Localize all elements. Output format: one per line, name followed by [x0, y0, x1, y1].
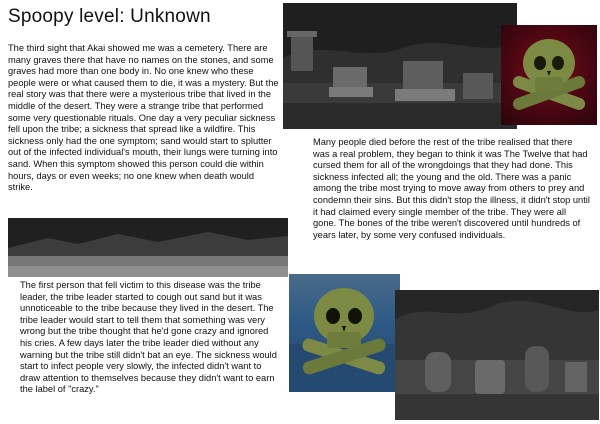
cemetery-photo-bottom: [395, 290, 599, 420]
skull-image-top: [501, 25, 597, 125]
skull-image-bottom: [289, 274, 400, 392]
paragraph-cemetery: The third sight that Akai showed me was a cemetery. There are many graves there that have no names on the stones, and some graves had more than one body in. No one knew who these people were or what caused them to die, it was a mystery. But the real story was that there were a mysterious tribe that lived in the middle of the desert. They were a strange tribe that performed some very questionable rituals. One day a very peculiar sickness fell upon the tribe; a sickness that spread like a wildfire. This sickness only had the one symptom; sand would start to splutter out of the infected individual's mouth, their lungs were turning into sand. When this symptom showed this person could die within hours, days or even weeks; no one knew when death would strike.: [8, 43, 279, 193]
desert-panorama: [8, 218, 288, 277]
desert-illustration: [8, 218, 288, 277]
paragraph-tribe-leader: The first person that fell victim to this disease was the tribe leader, the tribe leader started to cough out sand but it was unnoticeable to the tribe because they lived in the desert. The tribe leader would start to tell them that something was very wrong but the tribe thought that he'd gone crazy and ignored his cries. A few days later the tribe leader died without any warning but the tribe still didn't bat an eye. The sickness would start to infect people very slowly, the infected didn't want to draw attention to themselves because they didn't want to earn the label of "crazy.": [20, 280, 277, 395]
cemetery-illustration-top: [283, 3, 517, 129]
mossy-skull-water-icon: [289, 274, 400, 392]
cemetery-illustration-bottom: [395, 290, 599, 420]
page-title: Spoopy level: Unknown: [8, 6, 211, 27]
paragraph-plague: Many people died before the rest of the tribe realised that there was a real problem, they began to think it was The Twelve that had cursed them for all of the wrongdoings that they had done. This sickness infected all; the young and the old. There was a panic among the tribe most trying to move away from others to prey and condemn their sins. But this didn't stop the illness, it didn't stop until it had claimed every single member of the tribe. They were all gone. The bones of the tribe weren't discovered until hundreds of years later, by some very confused individuals.: [313, 137, 590, 240]
mossy-skull-icon: [501, 25, 597, 125]
cemetery-photo-top: [283, 3, 517, 129]
